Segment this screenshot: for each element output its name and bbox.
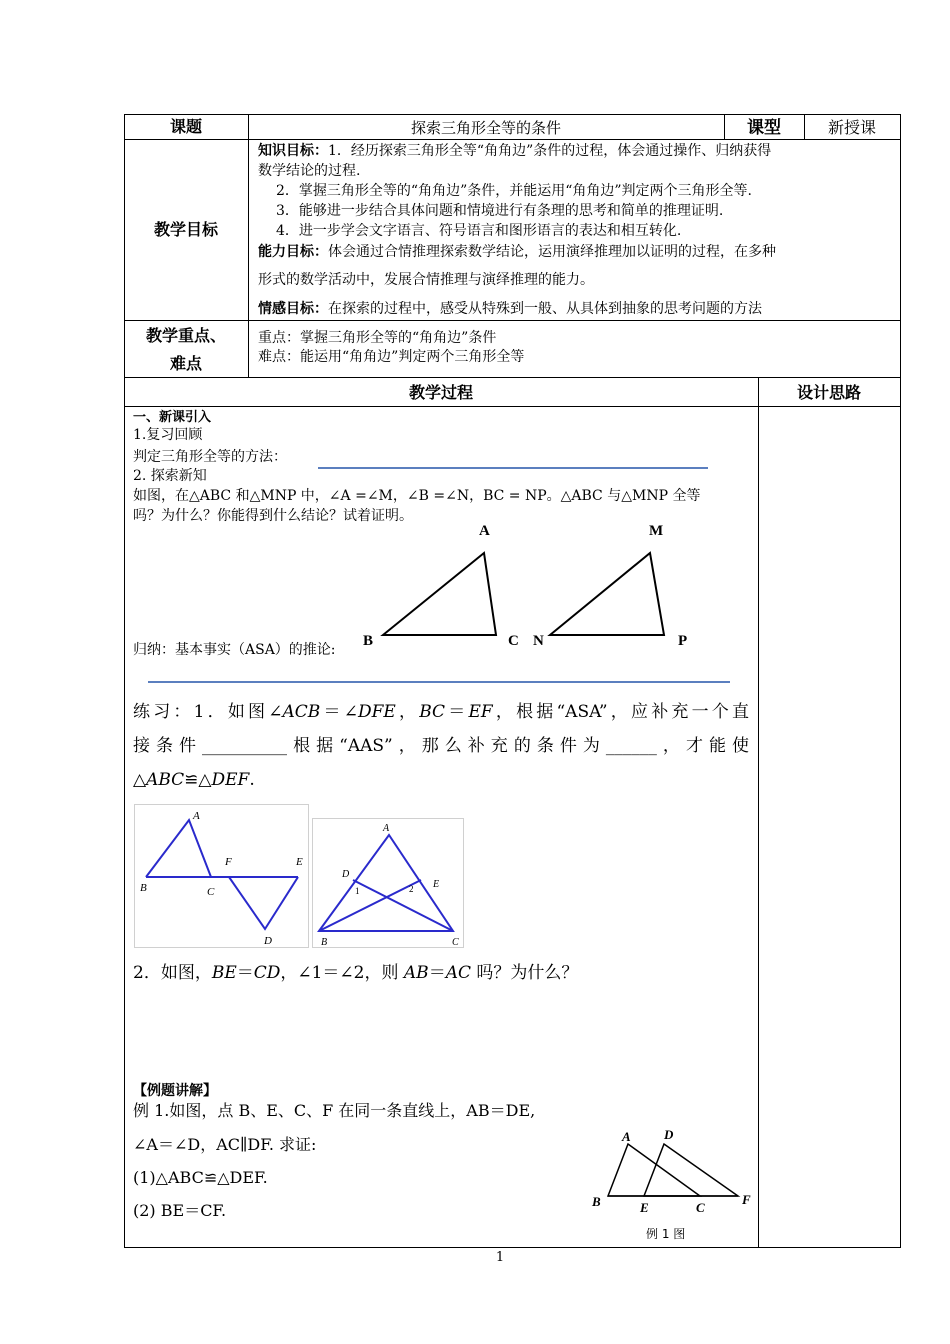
label-p: P <box>678 633 688 649</box>
fig4-label-e: E <box>640 1200 649 1215</box>
design-header: 设计思路 <box>796 383 861 402</box>
emotion-label: 情感目标： <box>258 301 328 317</box>
answer-line-methods <box>318 467 708 469</box>
triangle-abc <box>383 553 496 635</box>
summary-text: 归纳：基本事实（ASA）的推论: <box>133 642 336 658</box>
label-b: B <box>363 633 374 649</box>
fig4-label-f: F <box>742 1192 751 1207</box>
fig4-caption: 例 1 图 <box>646 1227 686 1241</box>
fig4-label-b: B <box>592 1194 601 1209</box>
fig3-label-b: B <box>321 937 328 947</box>
fig2-label-b: B <box>140 882 147 894</box>
fig3-label-2: 2 <box>409 884 414 894</box>
fig2-label-f: F <box>225 856 232 868</box>
figure-exercise-1 <box>134 804 309 948</box>
difficulty-point: 难点：能运用“角角边”判定两个三角形全等 <box>258 349 525 365</box>
fig3-label-1: 1 <box>355 886 360 896</box>
page-number: 1 <box>495 1250 505 1265</box>
triangle-mnp <box>550 553 664 635</box>
section-intro: 一、新课引入 <box>133 410 212 425</box>
figure-exercise-2 <box>312 818 464 948</box>
review-question: 判定三角形全等的方法： <box>133 449 287 465</box>
fig2-label-d: D <box>264 935 272 947</box>
label-m: M <box>649 523 664 539</box>
fig4-label-a: A <box>622 1129 631 1144</box>
figure-triangles-abc-mnp <box>360 518 700 650</box>
fig3-label-d: D <box>342 869 350 880</box>
knowledge-line-3: 3．能够进一步结合具体问题和情境进行有条理的思考和简单的推理证明. <box>276 203 724 219</box>
answer-line-summary <box>148 681 730 683</box>
ability-label: 能力目标： <box>258 244 328 260</box>
example-line-4: (2) BE＝CF. <box>133 1201 227 1220</box>
review-title: 1.复习回顾 <box>133 427 203 443</box>
type-value: 新授课 <box>827 118 876 137</box>
example-line-3: (1)△ABC≌△DEF. <box>133 1168 268 1187</box>
knowledge-line-4: 4．进一步学会文字语言、符号语言和图形语言的表达和相互转化. <box>276 223 682 239</box>
fig4-label-c: C <box>696 1200 705 1215</box>
example-line-1: 例 1.如图，点 B、E、C、F 在同一条直线上，AB＝DE, <box>133 1101 536 1120</box>
ability-line-2: 形式的数学活动中，发展合情推理与演绎推理的能力。 <box>258 272 594 288</box>
fig4-triangle-def <box>644 1144 738 1196</box>
example-line-2: ∠A＝∠D，AC∥DF. 求证: <box>133 1135 317 1154</box>
knowledge-label: 知识目标： <box>258 143 328 159</box>
fig2-label-e: E <box>296 856 303 868</box>
exercise-1-line-2: 接条件__________根据“AAS”，那么补充的条件为______，才能使 <box>133 736 749 756</box>
label-n: N <box>533 633 544 649</box>
ability-line-1: 能力目标：体会通过合情推理探索数学结论，运用演绎推理加以证明的过程，在多种 <box>258 244 776 260</box>
topic-value: 探索三角形全等的条件 <box>410 119 561 137</box>
emotion-line: 情感目标：在探索的过程中，感受从特殊到一般、从具体到抽象的思考问题的方法 <box>258 301 762 317</box>
key-point: 重点：掌握三角形全等的“角角边”条件 <box>258 330 497 346</box>
fig3-label-a: A <box>383 823 390 834</box>
explore-title: 2. 探索新知 <box>133 468 207 484</box>
exercise-1-line-3: △ABC≌△DEF. <box>133 770 255 790</box>
fig3-label-c: C <box>452 937 459 947</box>
process-header: 教学过程 <box>408 383 473 402</box>
exercise-1-line-1: 练习：1．如图∠ACB＝∠DFE，BC＝EF，根据“ASA”，应补充一个直 <box>133 702 750 722</box>
knowledge-line-1: 知识目标：1．经历探索三角形全等“角角边”条件的过程，体会通过操作、归纳获得 <box>258 143 772 159</box>
figure-example-1 <box>588 1124 758 1246</box>
exercise-2: 2．如图，BE＝CD，∠1＝∠2，则 AB＝AC 吗？为什么？ <box>133 963 579 983</box>
keypoints-label-2: 难点 <box>169 354 202 373</box>
topic-label: 课题 <box>169 117 202 136</box>
fig2-lines <box>146 820 298 877</box>
goals-label: 教学目标 <box>153 220 218 239</box>
knowledge-line-1b: 数学结论的过程. <box>258 163 361 179</box>
knowledge-line-2: 2．掌握三角形全等的“角角边”条件，并能运用“角角边”判定两个三角形全等. <box>276 183 752 199</box>
fig3-label-e: E <box>433 879 440 890</box>
example-title: 【例题讲解】 <box>133 1083 217 1099</box>
explore-question-2: 吗？为什么？你能得到什么结论？试着证明。 <box>133 508 413 524</box>
fig2-label-a: A <box>193 810 200 822</box>
type-label: 课型 <box>747 118 781 138</box>
fig4-label-d: D <box>664 1127 674 1142</box>
label-a: A <box>479 523 490 539</box>
label-c: C <box>508 633 519 649</box>
fig2-label-c: C <box>207 886 215 898</box>
keypoints-label-1: 教学重点、 <box>145 326 226 345</box>
explore-question-1: 如图，在△ABC 和△MNP 中，∠A =∠M，∠B =∠N，BC = NP。△ABC 与△MNP 全等 <box>133 488 701 504</box>
